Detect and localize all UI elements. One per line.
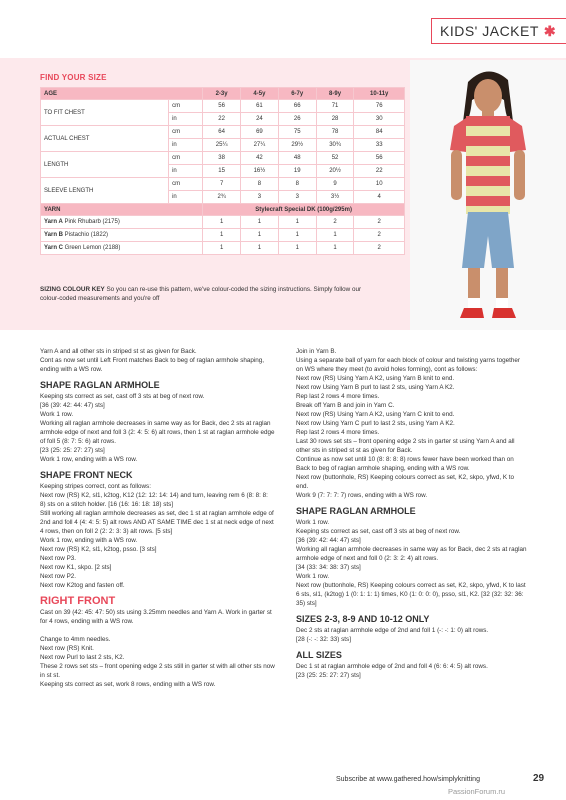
yarn-label: Yarn C Green Lemon (2188) [41,242,203,255]
section-heading: SHAPE RAGLAN ARMHOLE [40,380,160,390]
table-header-cell: 6-7y [278,88,316,100]
pattern-paragraph: Next row Using Yarn B purl to last 2 sts, using Yarn A K2. [296,384,455,391]
pattern-column-left [40,347,275,689]
table-cell: 9 [316,178,354,191]
pattern-paragraph: Work 9 (7: 7: 7: 7) rows, ending with a WS row. [296,492,428,499]
pattern-paragraph: Yarn A and all other sts in striped st st as given for Back. [40,348,197,355]
pattern-paragraph: Next row (RS) K2, sl1, k2tog, psso. [3 sts] [40,546,157,553]
table-cell: 1 [241,229,279,242]
pattern-paragraph: Next row (RS) Using Yarn A K2, using Yarn C knit to end. [296,411,455,418]
table-cell: 7 [203,178,241,191]
pattern-paragraph: Still working all raglan armhole decreases as set, dec 1 st at raglan armhole edge of 2nd and foll 4 (4: 4: 5: 5) alt rows AND AT SAME TIME dec 1 st at neck edge of next 4 rows, then on foll 2 (2: 2: 3: 3) alt rows. [5 sts] [40,510,274,535]
table-cell: 28 [316,113,354,126]
table-cell: 29½ [278,139,316,152]
pattern-paragraph: [36 (39: 42: 44: 47) sts] [40,402,105,409]
table-row [41,100,405,113]
yarn-row [41,242,405,255]
table-cell: 52 [316,152,354,165]
unit-cell: in [169,139,203,152]
table-cell: 48 [278,152,316,165]
pattern-paragraph: [23 (25: 25: 27: 27) sts] [40,447,105,454]
pattern-paragraph: Dec 2 sts at raglan armhole edge of 2nd and foll 1 (-: -: 1: 0) alt rows. [296,627,489,634]
table-cell: 2 [316,216,354,229]
row-label: TO FIT CHEST [41,100,169,126]
table-cell: 76 [354,100,405,113]
table-cell: 27¼ [241,139,279,152]
table-row [41,152,405,165]
table-cell: 1 [241,242,279,255]
pattern-paragraph: Last 30 rows set sts – front opening edge 2 sts in garter st using Yarn A and all other sts in striped st st as given for Back. [296,438,515,454]
table-cell: 19 [278,165,316,178]
sizing-colour-key: SIZING COLOUR KEY So you can re-use this pattern, we've colour-coded the sizing instructions. Simply follow our colour-coded measurements and you're off [40,286,362,302]
table-cell: 56 [354,152,405,165]
table-cell: 2¾ [203,191,241,204]
section-heading-major: RIGHT FRONT [40,595,116,607]
pattern-paragraph: Next row Using Yarn C purl to last 2 sts, using Yarn A K2. [296,420,455,427]
table-cell: 33 [354,139,405,152]
watermark: PassionForum.ru [448,787,506,796]
pattern-paragraph: Keeping sts correct as set, work 8 rows, ending with a WS row. [40,681,216,688]
page-number: 29 [533,773,545,784]
table-cell: 1 [278,216,316,229]
table-cell: 8 [278,178,316,191]
table-cell: 71 [316,100,354,113]
subscribe-text: Subscribe at www.gathered.how/simplyknitting [336,776,480,783]
pattern-paragraph: Next row K1, skpo. [2 sts] [40,564,112,571]
table-cell: 2 [354,242,405,255]
table-cell: 66 [278,100,316,113]
pattern-paragraph: Keeping sts correct as set, cast off 3 sts at beg of next row. [296,528,461,535]
asterisk-icon: ✱ [543,22,556,39]
pattern-paragraph: Next row Purl to last 2 sts, K2. [40,654,125,661]
pattern-paragraph: Dec 1 st at raglan armhole edge of 2nd and foll 4 (6: 6: 4: 5) alt rows. [296,663,488,670]
table-cell: 22 [354,165,405,178]
row-label: LENGTH [41,152,169,178]
section-heading: ALL SIZES [296,650,342,660]
pattern-paragraph: Cast on 39 (42: 45: 47: 50) sts using 3.25mm needles and Yarn A. Work in garter st for 4 rows, ending with a WS row. [40,609,272,625]
table-cell: 3 [278,191,316,204]
pattern-paragraph: Next row P3. [40,555,77,562]
unit-cell: in [169,165,203,178]
yarn-header-value: Stylecraft Special DK (100g/295m) [203,204,405,216]
unit-cell: in [169,113,203,126]
pattern-paragraph: Cont as now set until Left Front matches Back to beg of raglan armhole shaping, ending with a WS row. [40,357,265,373]
pattern-paragraph: These 2 rows set sts – front opening edge 2 sts still in garter st with all other sts now in st st. [40,663,275,679]
table-cell: 42 [241,152,279,165]
table-header-cell: 10-11y [354,88,405,100]
yarn-row [41,229,405,242]
table-cell: 8 [241,178,279,191]
section-heading: SHAPE FRONT NECK [40,470,133,480]
table-cell: 4 [354,191,405,204]
section-heading: SHAPE RAGLAN ARMHOLE [296,506,416,516]
table-header-cell: AGE [41,88,203,100]
spacer [40,626,275,635]
table-cell: 78 [316,126,354,139]
pattern-paragraph: Keeping stripes correct, cont as follows: [40,483,151,490]
pattern-paragraph: Next row (RS) Using Yarn A K2, using Yarn B knit to end. [296,375,455,382]
table-cell: 1 [316,242,354,255]
table-header-cell: 8-9y [316,88,354,100]
unit-cell: cm [169,152,203,165]
pattern-paragraph: Work 1 row, ending with a WS row. [40,456,138,463]
table-cell: 3½ [316,191,354,204]
yarn-header-row [41,204,405,216]
table-cell: 1 [316,229,354,242]
table-cell: 30¾ [316,139,354,152]
table-cell: 22 [203,113,241,126]
table-cell: 1 [278,229,316,242]
size-table [40,87,405,255]
table-cell: 25¼ [203,139,241,152]
pattern-column-right [296,347,528,680]
table-cell: 30 [354,113,405,126]
pattern-paragraph: Work 1 row. [296,573,330,580]
pattern-paragraph: Change to 4mm needles. [40,636,111,643]
table-header-cell: 4-5y [241,88,279,100]
table-cell: 69 [241,126,279,139]
table-cell: 2 [354,229,405,242]
section-heading: SIZES 2-3, 8-9 AND 10-12 ONLY [296,614,430,624]
table-cell: 84 [354,126,405,139]
section-tab [431,18,566,44]
table-cell: 1 [203,229,241,242]
table-cell: 26 [278,113,316,126]
size-heading: FIND YOUR SIZE [40,73,107,82]
header [0,0,566,44]
table-cell: 61 [241,100,279,113]
yarn-header-label: YARN [41,204,203,216]
pattern-paragraph: [28 (-: -: 32: 33) sts] [296,636,351,643]
pattern-paragraph: Working all raglan armhole decreases in same way as for Back, dec 2 sts at raglan armhole edge of next and foll 3 (2: 4: 5: 6) alt rows, then 1 st at raglan armhole edge of foll 5 (8: 7: 5: 6) alt rows. [40,420,275,445]
table-header-cell: 2-3y [203,88,241,100]
pattern-paragraph: Next row (buttonhole, RS) Keeping colours correct as set, K2, skpo, yfwd, K to end. [296,474,515,490]
table-cell: 1 [203,242,241,255]
table-cell: 38 [203,152,241,165]
table-header-row [41,88,405,100]
pattern-paragraph: Work 1 row, ending with a WS row. [40,537,138,544]
pattern-paragraph: Next row (buttonhole, RS) Keeping colours correct as set, K2, skpo, yfwd, K to last 6 sts, sl1, (k2tog) 1 (0: 1: 1: 1) times, K0 (1: 0: 0: 0), psso, sl1, K2. [32 (32: 32: 36: 35) sts] [296,582,526,607]
pattern-paragraph: Break off Yarn B and join in Yarn C. [296,402,395,409]
unit-cell: cm [169,100,203,113]
row-label: SLEEVE LENGTH [41,178,169,204]
table-cell: 64 [203,126,241,139]
table-cell: 1 [241,216,279,229]
pattern-paragraph: Keeping sts correct as set, cast off 3 sts at beg of next row. [40,393,205,400]
pattern-paragraph: Rep last 2 rows 4 more times. [296,429,380,436]
table-row [41,126,405,139]
table-cell: 16½ [241,165,279,178]
row-label: ACTUAL CHEST [41,126,169,152]
table-cell: 1 [278,242,316,255]
pattern-paragraph: Work 1 row. [40,411,74,418]
unit-cell: cm [169,126,203,139]
pattern-paragraph: Next row K2tog and fasten off. [40,582,125,589]
unit-cell: cm [169,178,203,191]
pattern-paragraph: Next row P2. [40,573,77,580]
table-cell: 3 [241,191,279,204]
model-photo [410,60,566,330]
unit-cell: in [169,191,203,204]
pattern-paragraph: [34 (33: 34: 38: 37) sts] [296,564,361,571]
table-cell: 15 [203,165,241,178]
yarn-row [41,216,405,229]
table-cell: 75 [278,126,316,139]
table-cell: 2 [354,216,405,229]
page-title: KIDS' JACKET [440,23,539,39]
table-cell: 56 [203,100,241,113]
table-cell: 1 [203,216,241,229]
table-cell: 20½ [316,165,354,178]
pattern-paragraph: [23 (25: 25: 27: 27) sts] [296,672,361,679]
pattern-paragraph: Join in Yarn B. [296,348,337,355]
pattern-paragraph: Working all raglan armhole decreases in same way as for Back, dec 2 sts at raglan armhole edge of next and foll 0 (2: 3: 2: 4) alt rows. [296,546,527,562]
pattern-paragraph: Rep last 2 rows 4 more times. [296,393,380,400]
pattern-paragraph: Next row (RS) Knit. [40,645,94,652]
pattern-paragraph: Work 1 row. [296,519,330,526]
pattern-paragraph: Continue as now set until 10 (8: 8: 8: 8) rows fewer have been worked than on Back to beg of raglan armhole shaping, ending with a WS row. [296,456,514,472]
table-row [41,178,405,191]
pattern-paragraph: Using a separate ball of yarn for each block of colour and twisting yarns together on WS where they meet (to avoid holes forming), cont as follows: [296,357,521,373]
table-cell: 10 [354,178,405,191]
yarn-label: Yarn B Pistachio (1822) [41,229,203,242]
pattern-paragraph: [36 (39: 42: 44: 47) sts] [296,537,361,544]
pattern-paragraph: Next row (RS) K2, sl1, k2tog, K12 (12: 12: 14: 14) and turn, leaving rem 6 (8: 8: 8: 8) sts on a stitch holder. [16 (16: 16: 18: 18) sts] [40,492,268,508]
table-cell: 24 [241,113,279,126]
yarn-label: Yarn A Pink Rhubarb (2175) [41,216,203,229]
